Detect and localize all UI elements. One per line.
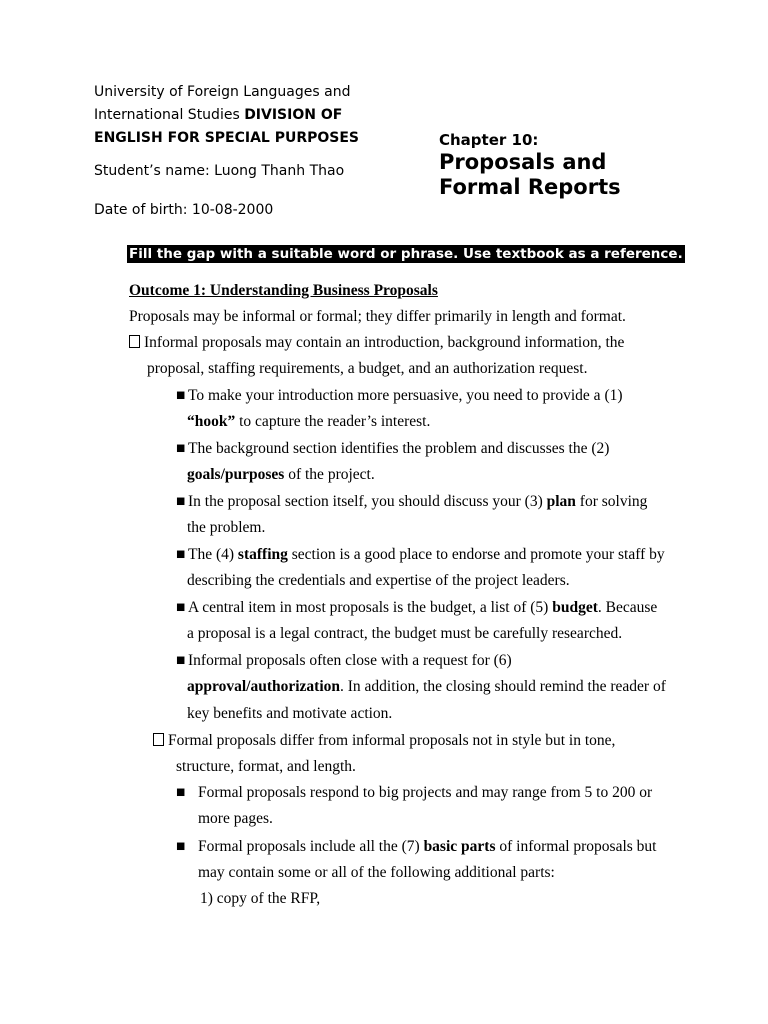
- bullet-2-line-2: goals/purposes of the project.: [187, 466, 375, 483]
- formal-bullet-2-line-1: ■ Formal proposals include all the (7) basic parts of informal proposals but: [176, 838, 657, 855]
- bullet-6-line-2: approval/authorization. In addition, the closing should remind the reader of: [187, 678, 666, 695]
- outcome-heading: Outcome 1: Understanding Business Proposals: [129, 282, 438, 299]
- missing-glyph-box-icon: [129, 335, 140, 348]
- square-bullet-icon: ■: [176, 493, 186, 510]
- bullet-5-line-1: ■ A central item in most proposals is the budget, a list of (5) budget. Because: [176, 599, 658, 616]
- formal-lead-line-1: Formal proposals differ from informal proposals not in style but in tone,: [153, 731, 615, 751]
- bullet-6-line-3: key benefits and motivate action.: [187, 705, 393, 722]
- square-bullet-icon: ■: [176, 599, 186, 616]
- square-bullet-icon: ■: [176, 546, 186, 563]
- answer-2: goals/purposes: [187, 466, 285, 483]
- answer-4: staffing: [237, 546, 288, 563]
- square-bullet-icon: ■: [176, 838, 186, 855]
- bullet-3-line-2: the problem.: [187, 519, 266, 536]
- bullet-5-line-2: a proposal is a legal contract, the budget must be carefully researched.: [187, 625, 623, 642]
- bullet-2-line-1: ■ The background section identifies the problem and discusses the (2): [176, 440, 610, 457]
- answer-7: basic parts: [423, 838, 496, 855]
- chapter-number: Chapter 10:: [439, 131, 539, 149]
- formal-lead-line-2: structure, format, and length.: [176, 758, 356, 775]
- square-bullet-icon: ■: [176, 784, 186, 801]
- bullet-4-line-1: ■ The (4) staffing section is a good place to endorse and promote your staff by: [176, 546, 665, 563]
- bullet-1-line-2: “hook” to capture the reader’s interest.: [187, 413, 431, 430]
- answer-1: “hook”: [187, 413, 236, 430]
- university-line-2: International Studies DIVISION OF: [94, 107, 343, 123]
- formal-bullet-2-line-2: may contain some or all of the following additional parts:: [198, 864, 555, 881]
- date-of-birth: Date of birth: 10-08-2000: [94, 202, 274, 218]
- additional-part-1: 1) copy of the RFP,: [200, 890, 321, 907]
- division-line: ENGLISH FOR SPECIAL PURPOSES: [94, 130, 360, 146]
- answer-6: approval/authorization: [187, 678, 341, 695]
- intro-text: Proposals may be informal or formal; they differ primarily in length and format.: [129, 308, 626, 325]
- university-line-1: University of Foreign Languages and: [94, 84, 351, 100]
- square-bullet-icon: ■: [176, 387, 186, 404]
- answer-5: budget: [552, 599, 598, 616]
- bullet-3-line-1: ■ In the proposal section itself, you should discuss your (3) plan for solving: [176, 493, 648, 510]
- bullet-4-line-2: describing the credentials and expertise of the project leaders.: [187, 572, 570, 589]
- formal-bullet-1-line-2: more pages.: [198, 810, 273, 827]
- missing-glyph-box-icon: [153, 733, 164, 746]
- instruction-text: Fill the gap with a suitable word or phrase. Use textbook as a reference.: [129, 246, 683, 262]
- informal-lead-line-2: proposal, staffing requirements, a budget, and an authorization request.: [147, 360, 588, 377]
- chapter-title-line-1: Proposals and: [439, 150, 607, 174]
- informal-lead-line-1: Informal proposals may contain an introduction, background information, the: [129, 333, 624, 353]
- square-bullet-icon: ■: [176, 440, 186, 457]
- bullet-6-line-1: ■ Informal proposals often close with a request for (6): [176, 652, 512, 669]
- bullet-1-line-1: ■ To make your introduction more persuasive, you need to provide a (1): [176, 387, 623, 404]
- square-bullet-icon: ■: [176, 652, 186, 669]
- formal-bullet-1-line-1: ■ Formal proposals respond to big projects and may range from 5 to 200 or: [176, 784, 653, 801]
- instruction-banner: [127, 243, 685, 262]
- student-name: Student’s name: Luong Thanh Thao: [94, 163, 345, 179]
- chapter-title-line-2: Formal Reports: [439, 175, 621, 199]
- answer-3: plan: [546, 493, 576, 510]
